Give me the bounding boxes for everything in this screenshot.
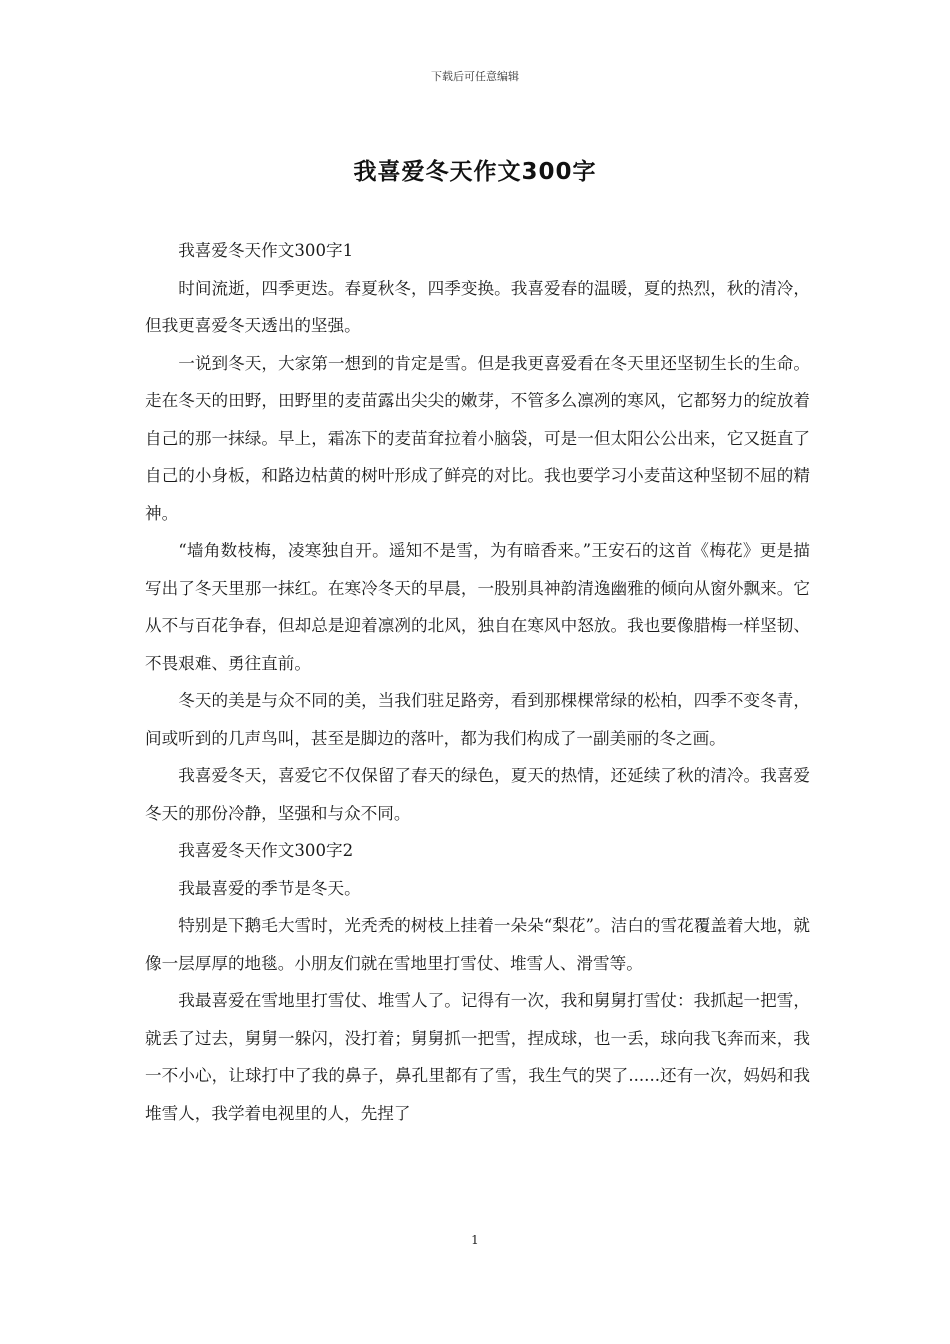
paragraph: 我最喜爱的季节是冬天。 xyxy=(178,878,361,898)
paragraph: 我喜爱冬天，喜爱它不仅保留了春天的绿色，夏天的热情，还延续了秋的清冷。我喜爱冬天的那份冷静，坚强和与众不同。 xyxy=(145,766,810,823)
page-number: 1 xyxy=(471,1233,479,1247)
paragraph: 一说到冬天，大家第一想到的肯定是雪。但是我更喜爱看在冬天里还坚韧生长的生命。走在冬天的田野，田野里的麦苗露出尖尖的嫩芽，不管多么凛冽的寒风，它都努力的绽放着自己的那一抹绿。早上，霜冻下的麦苗耷拉着小脑袋，可是一但太阳公公出来，它又挺直了自己的小身板，和路边枯黄的树叶形成了鲜亮的对比。我也要学习小麦苗这种坚韧不屈的精神。 xyxy=(145,353,810,523)
paragraph: 冬天的美是与众不同的美，当我们驻足路旁，看到那棵棵常绿的松柏，四季不变冬青，间或听到的几声鸟叫，甚至是脚边的落叶，都为我们构成了一副美丽的冬之画。 xyxy=(145,691,810,748)
document-body xyxy=(145,232,810,1132)
paragraph: 我最喜爱在雪地里打雪仗、堆雪人了。记得有一次，我和舅舅打雪仗：我抓起一把雪，就丢了过去，舅舅一躲闪，没打着；舅舅抓一把雪，捏成球，也一丢，球向我飞奔而来，我一不小心，让球打中了我的鼻子，鼻孔里都有了雪，我生气的哭了......还有一次，妈妈和我堆雪人，我学着电视里的人，先捏了 xyxy=(145,991,810,1123)
document-title: 我喜爱冬天作文300字 xyxy=(353,159,597,185)
section-heading-2: 我喜爱冬天作文300字2 xyxy=(178,841,354,860)
paragraph: 时间流逝，四季更迭。春夏秋冬，四季变换。我喜爱春的温暖，夏的热烈，秋的清冷，但我更喜爱冬天透出的坚强。 xyxy=(145,278,810,335)
paragraph: “墙角数枝梅，凌寒独自开。遥知不是雪，为有暗香来。”王安石的这首《梅花》更是描写出了冬天里那一抹红。在寒冷冬天的早晨，一股别具神韵清逸幽雅的倾向从窗外飘来。它从不与百花争春，但却总是迎着凛冽的北风，独自在寒风中怒放。我也要像腊梅一样坚韧、不畏艰难、勇往直前。 xyxy=(145,541,810,673)
paragraph: 特别是下鹅毛大雪时，光秃秃的树枝上挂着一朵朵“梨花”。洁白的雪花覆盖着大地，就像一层厚厚的地毯。小朋友们就在雪地里打雪仗、堆雪人、滑雪等。 xyxy=(145,916,810,973)
section-heading-1: 我喜爱冬天作文300字1 xyxy=(178,241,354,260)
header-note: 下载后可任意编辑 xyxy=(431,70,519,83)
